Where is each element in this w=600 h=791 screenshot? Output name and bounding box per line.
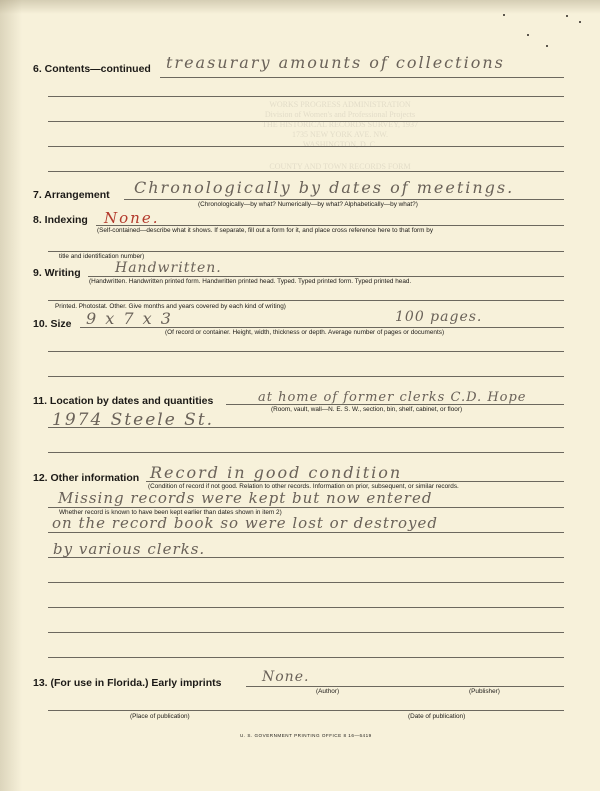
rule	[80, 327, 564, 328]
rule	[246, 686, 564, 687]
rule	[48, 507, 564, 508]
writing-caption: (Handwritten. Handwritten printed form. Handwritten printed head. Typed. Typed printed form. Typed printed head.	[89, 278, 412, 285]
rule	[96, 225, 564, 226]
speck	[503, 14, 505, 16]
location-caption: (Room, vault, wall—N. E. S. W., section, bin, shelf, cabinet, or floor)	[271, 406, 463, 413]
contents-label: 6. Contents—continued	[33, 63, 151, 75]
author-caption: (Author)	[316, 688, 340, 695]
rule	[48, 300, 564, 301]
speck	[579, 21, 581, 23]
rule	[48, 607, 564, 608]
other-info-line4: by various clerks.	[53, 540, 206, 558]
size-caption: (Of record or container. Height, width, thickness or depth. Average number of pages or documents)	[165, 329, 445, 336]
florida-label: 13. (For use in Florida.) Early imprints	[33, 677, 222, 689]
rule	[48, 171, 564, 172]
other-info-caption-continued: Whether record is known to have been kept earlier than dates shown in item 2)	[59, 509, 282, 516]
rule	[48, 121, 564, 122]
arrangement-label: 7. Arrangement	[33, 189, 110, 201]
size-pages: 100 pages.	[395, 309, 483, 325]
rule	[88, 276, 564, 277]
date-caption: (Date of publication)	[408, 713, 466, 720]
indexing-label: 8. Indexing	[33, 214, 88, 226]
rule	[48, 582, 564, 583]
rule	[48, 452, 564, 453]
rule	[48, 632, 564, 633]
other-info-label: 12. Other information	[33, 472, 140, 484]
place-caption: (Place of publication)	[130, 713, 190, 720]
speck	[527, 34, 529, 36]
other-info-caption: (Condition of record if not good. Relation to other records. Information on prior, subsequent, or similar records.	[148, 483, 459, 490]
size-label: 10. Size	[33, 318, 72, 330]
page-edge-shadow	[0, 0, 22, 791]
rule	[48, 532, 564, 533]
printing-office-footer: U. S. GOVERNMENT PRINTING OFFICE 8 16—6419	[240, 733, 372, 738]
rule	[48, 146, 564, 147]
rule	[48, 376, 564, 377]
indexing-caption-continued: title and identification number)	[59, 253, 145, 260]
rule	[48, 557, 564, 558]
indexing-caption: (Self-contained—describe what it shows. If separate, fill out a form for it, and place cross reference here to that form by	[97, 227, 434, 234]
rule	[124, 199, 564, 200]
location-value-line2: 1974 Steele St.	[52, 410, 215, 430]
page-top-shadow	[0, 0, 600, 14]
show-through-text: WORKS PROGRESS ADMINISTRATION Division of Women's and Professional Projects THE HISTORICAL RECORDS SURVEY, 1937 1735 NEW YORK AVE. NW. WASHINGTON, D. C. COUNTY AND TOWN RECORDS FORM	[262, 100, 418, 171]
size-value: 9 x 7 x 3	[86, 309, 173, 328]
publisher-caption: (Publisher)	[469, 688, 500, 695]
writing-value: Handwritten.	[115, 260, 222, 276]
contents-value: treasurary amounts of collections	[166, 53, 505, 72]
rule	[48, 251, 564, 252]
speck	[546, 45, 548, 47]
other-info-value: Record in good condition	[150, 463, 403, 482]
arrangement-caption: (Chronologically—by what? Numerically—by what? Alphabetically—by what?)	[198, 201, 418, 208]
arrangement-value: Chronologically by dates of meetings.	[134, 178, 515, 197]
rule	[48, 351, 564, 352]
florida-value: None.	[262, 669, 310, 685]
rule	[48, 96, 564, 97]
speck	[566, 15, 568, 17]
rule	[146, 481, 564, 482]
rule	[48, 427, 564, 428]
rule	[226, 404, 564, 405]
writing-caption-continued: Printed. Photostat. Other. Give months and years covered by each kind of writing)	[55, 303, 286, 310]
rule	[160, 77, 564, 78]
location-label: 11. Location by dates and quantities	[33, 395, 214, 407]
location-value: at home of former clerks C.D. Hope	[258, 390, 527, 405]
writing-label: 9. Writing	[33, 267, 81, 279]
rule	[48, 657, 564, 658]
indexing-value: None.	[104, 209, 160, 227]
other-info-line2: Missing records were kept but now entered	[58, 489, 433, 507]
rule	[48, 710, 564, 711]
other-info-line3: on the record book so were lost or destroyed	[52, 514, 439, 532]
